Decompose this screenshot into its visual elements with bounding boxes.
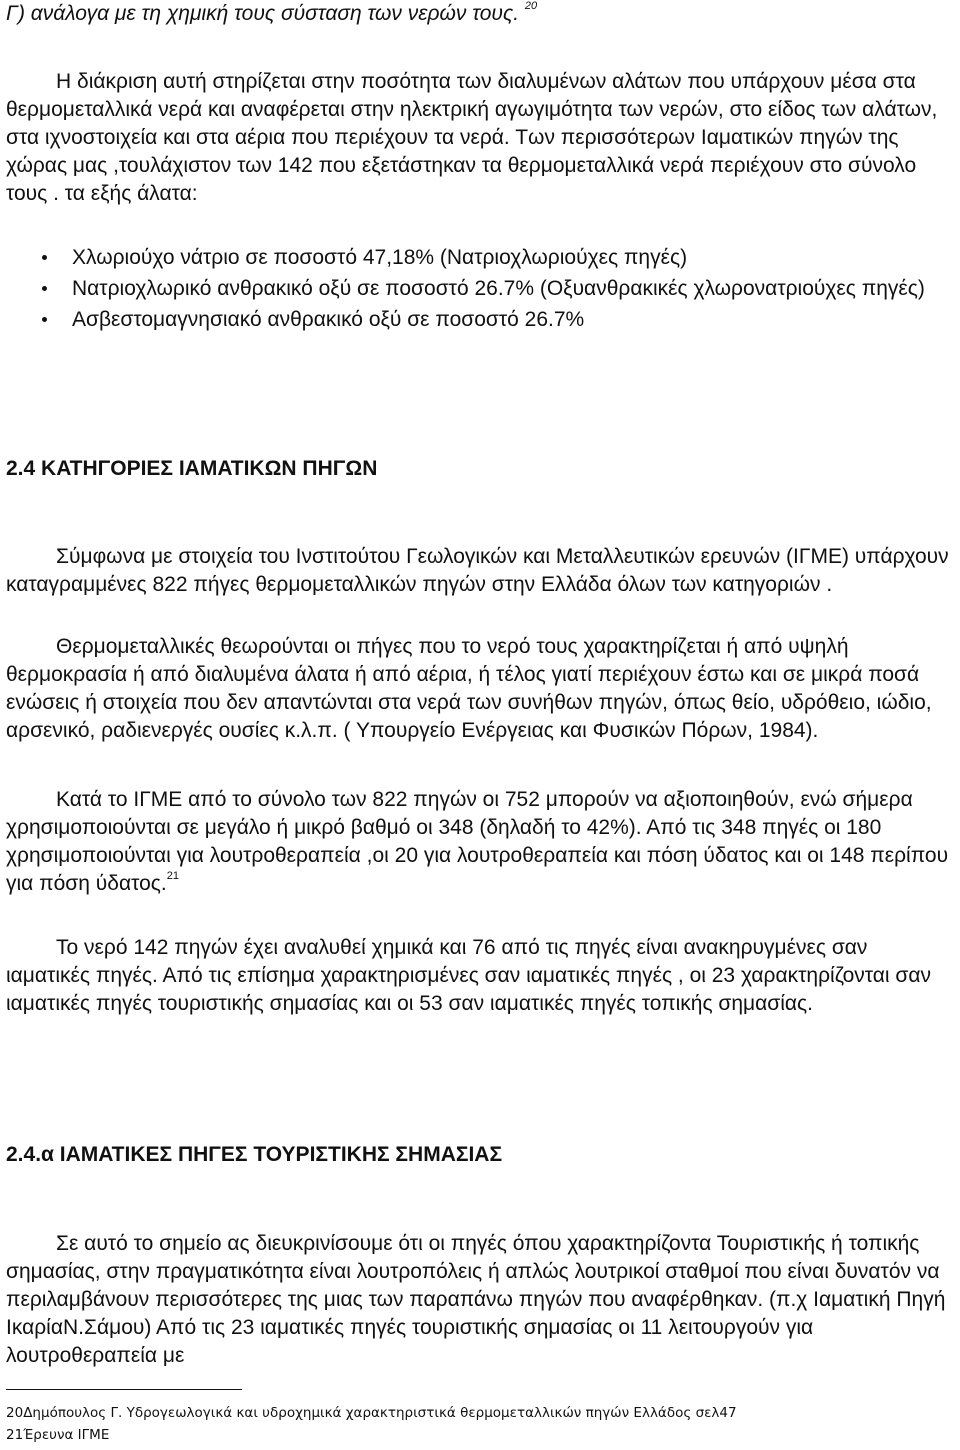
- footnote-item: 20Δημόπουλος Γ. Υδρογεωλογικά και υδροχημικά χαρακτηριστικά θερμομεταλλικών πηγών Ελλάδος σελ47: [6, 1405, 737, 1421]
- section-heading-2-4: 2.4 ΚΑΤΗΓΟΡΙΕΣ ΙΑΜΑΤΙΚΩΝ ΠΗΓΩΝ: [6, 457, 378, 480]
- paragraph-thermal-definition: Θερμομεταλλικές θεωρούνται οι πήγες που το νερό τους χαρακτηρίζεται ή από υψηλή θερμοκρασία ή από διαλυμένα άλατα ή από αέρια, ή τέλος γιατί περιέχουν έστω και σε μικρά ποσά ενώσεις ή στοιχεία που δεν απαντώνται στα νερά των συνήθων πηγών, όπως θείο, υδρόθειο, ιώδιο, αρσενικό, ραδιενεργές ουσίες κ.λ.π. ( Υπουργείο Ενέργειας και Φυσικών Πόρων, 1984).: [6, 635, 932, 742]
- bullet-dot-icon: [42, 255, 47, 260]
- paragraph-igme-records: Σύμφωνα με στοιχεία του Ινστιτούτου Γεωλογικών και Μεταλλευτικών ερευνών (ΙΓΜΕ) υπάρχουν καταγραμμένες 822 πήγες θερμομεταλλικών πηγών στην Ελλάδα όλων των κατηγοριών .: [6, 545, 949, 596]
- section-c-title: Γ) ανάλογα με τη χημική τους σύσταση των νερών τους. $^{20}$: [6, 0, 538, 25]
- footnotes: [6, 1402, 954, 1446]
- footnote-ref-21[interactable]: 21: [166, 870, 179, 882]
- bullet-dot-icon: [42, 286, 47, 291]
- footnote-ref-20[interactable]: 20: [524, 0, 538, 12]
- paragraph-tourist-springs: Σε αυτό το σημείο ας διευκρινίσουμε ότι οι πηγές όπου χαρακτηρίζοντα Τουριστικής ή τοπικής σημασίας, στην πραγματικότητα είναι λουτροπόλεις ή απλώς λουτρικοί σταθμοί που είναι δυνατόν να περιλαμβάνουν περισσότερες της μιας των παραπάνω πηγών που αναφέρθηκαν. (π.χ Ιαματική Πηγή ΙκαρίαΝ.Σάμου) Από τις 23 ιαματικές πηγές τουριστικής σημασίας οι 11 λειτουργούν για λουτροθεραπεία με: [6, 1232, 946, 1367]
- paragraph-salts-distinction: Η διάκριση αυτή στηρίζεται στην ποσότητα των διαλυμένων αλάτων που υπάρχουν μέσα στα θερμομεταλλικά νερά και αναφέρεται στην ηλεκτρική αγωγιμότητα των νερών, στο είδος των αλάτων, στα ιχνοστοιχεία και στα αέρια που περιέχουν τα νερά. Των περισσότερων Ιαματικών πηγών της χώρας μας ,τουλάχιστον των 142 που εξετάστηκαν τα θερμομεταλλικά νερά περιέχουν στο σύνολο τους . τα εξής άλατα:: [6, 70, 938, 205]
- bullet-item: Νατριοχλωρικό ανθρακικό οξύ σε ποσοστό 26.7% (Οξυανθρακικές χλωρονατριούχες πηγές): [6, 275, 954, 303]
- paragraph-usage-stats: Κατά το ΙΓΜΕ από το σύνολο των 822 πηγών οι 752 μπορούν να αξιοποιηθούν, ενώ σήμερα χρησιμοποιούνται σε μεγάλο ή μικρό βαθμό οι 348 (δηλαδή το 42%). Από τις 348 πηγές οι 180 χρησιμοποιούνται για λουτροθεραπεία ,οι 20 για λουτροθεραπεία και πόση ύδατος και οι 148 περίπου για πόση ύδατος.$^{21}$: [6, 788, 949, 895]
- footnote-divider: [6, 1389, 242, 1390]
- salts-bullet-list: [6, 244, 954, 334]
- section-heading-2-4a: 2.4.α ΙΑΜΑΤΙΚΕΣ ΠΗΓΕΣ ΤΟΥΡΙΣΤΙΚΗΣ ΣΗΜΑΣΙΑΣ: [6, 1143, 503, 1166]
- bullet-item: Χλωριούχο νάτριο σε ποσοστό 47,18% (Νατριοχλωριούχες πηγές): [6, 244, 954, 272]
- paragraph-chemical-analysis: Το νερό 142 πηγών έχει αναλυθεί χημικά και 76 από τις πηγές είναι ανακηρυγμένες σαν ιαματικές πηγές. Από τις επίσημα χαρακτηρισμένες σαν ιαματικές πηγές , οι 23 χαρακτηρίζονται σαν ιαματικές πηγές τουριστικής σημασίας και οι 53 σαν ιαματικές πηγές τοπικής σημασίας.: [6, 936, 931, 1015]
- bullet-dot-icon: [42, 317, 47, 322]
- bullet-item: Ασβεστομαγνησιακό ανθρακικό οξύ σε ποσοστό 26.7%: [6, 306, 954, 334]
- footnote-item: 21Έρευνα ΙΓΜΕ: [6, 1427, 110, 1443]
